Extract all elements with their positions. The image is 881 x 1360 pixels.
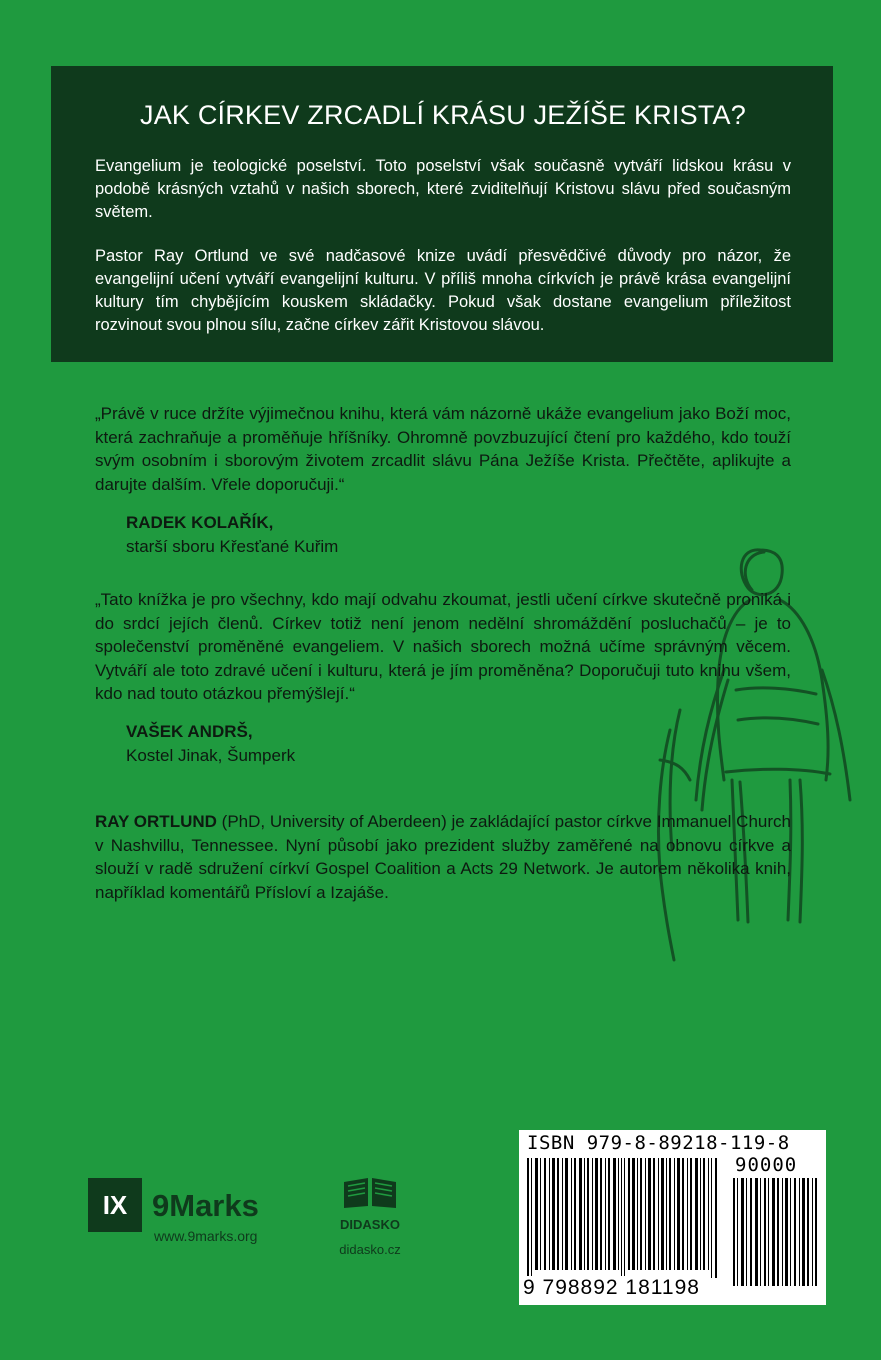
endorsement-quote-2: „Tato knížka je pro všechny, kdo mají odvahu zkoumat, jestli učení církve skutečně proniká i do srdcí jejích členů. Církev totiž není jenom nedělní shromáždění posluchačů – je to společenství proměněné evangeliem. V našich sborech možná učíme správným věcem. Vytváří ale toto zdravé učení i kulturu, která je jím proměněna? Doporučuji tuto knihu všem, kdo nad touto otázkou přemýšlejí.“ xyxy=(95,590,791,703)
cover-headline: JAK CÍRKEV ZRCADLÍ KRÁSU JEŽÍŠE KRISTA? xyxy=(140,100,746,130)
open-book-icon xyxy=(340,1176,400,1210)
didasko-logo xyxy=(320,1176,420,1257)
endorser-name: VAŠEK ANDRŠ, xyxy=(126,722,253,741)
description-paragraph-2: Pastor Ray Ortlund ve své nadčasové knize uvádí přesvědčivé důvody pro názor, že evangelijní učení vytváří evangelijní kulturu. V příliš mnoha církvích je právě krása evangelijní kultury tím chybějícím kouskem skládačky. Pokud však dostane evangelium příležitost rozvinout svou plnou sílu, začne církev zářit Kristovou slávou. xyxy=(95,247,791,334)
endorser-name: RADEK KOLAŘÍK, xyxy=(126,513,274,532)
isbn-barcode xyxy=(519,1130,826,1305)
barcode-addon: 90000 xyxy=(735,1154,798,1176)
9marks-name: 9Marks xyxy=(152,1188,259,1223)
endorsement-signature-1 xyxy=(126,511,338,559)
endorsement-signature-2 xyxy=(126,720,295,768)
author-name: RAY ORTLUND xyxy=(95,812,217,831)
ean-number: 9 798892 181198 xyxy=(523,1276,704,1300)
description-panel xyxy=(51,66,833,362)
description-paragraph-1: Evangelium je teologické poselství. Toto poselství však současně vytváří lidskou krásu v podobě krásných vztahů v našich sborech, které zviditelňují Kristovu slávu před současným světem. xyxy=(95,157,791,221)
endorser-role: starší sboru Křesťané Kuřim xyxy=(126,537,339,556)
author-bio xyxy=(95,810,791,904)
isbn-number: ISBN 979-8-89218-119-8 xyxy=(527,1132,790,1154)
endorsement-quote-1: „Právě v ruce držíte výjimečnou knihu, která vám názorně ukáže evangelium jako Boží moc, která zachraňuje a proměňuje hříšníky. Ohromně povzbuzující čtení pro každého, kdo touží svým osobním i sborovým životem zrcadlit slávu Pána Ježíše Krista. Přečtěte, aplikujte a darujte dalším. Vřele doporučuji.“ xyxy=(95,404,791,494)
didasko-name: DIDASKO xyxy=(340,1217,400,1232)
endorser-role: Kostel Jinak, Šumperk xyxy=(126,746,296,765)
9marks-url: www.9marks.org xyxy=(154,1228,258,1244)
9marks-mark: IX xyxy=(88,1178,142,1232)
didasko-url: didasko.cz xyxy=(339,1242,401,1257)
author-bio-text: (PhD, University of Aberdeen) je zakládající pastor církve Immanuel Church v Nashvillu, Tennessee. Nyní působí jako prezident služby zaměřené na obnovu církve a slouží v radě sdružení církví Gospel Coalition a Acts 29 Network. Je autorem několika knih, například komentářů Přísloví a Izajáše. xyxy=(95,812,791,902)
